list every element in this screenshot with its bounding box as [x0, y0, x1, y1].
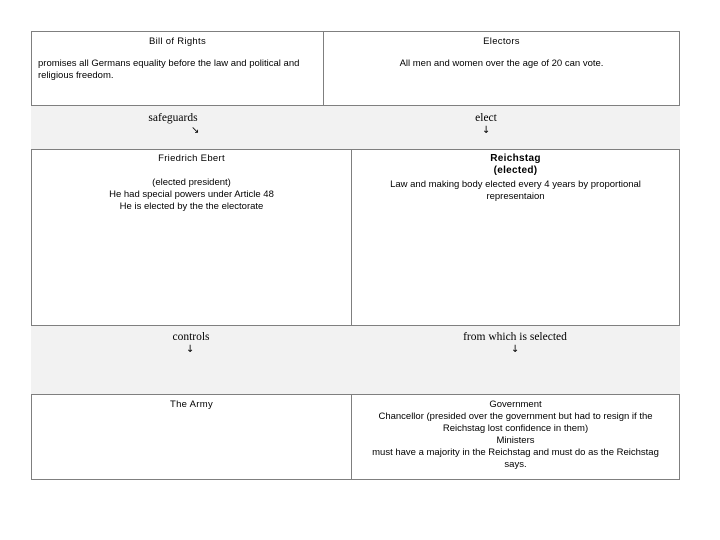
electors-box — [323, 31, 680, 106]
government-line-2: Ministers — [496, 435, 535, 446]
friedrich-ebert-line-3: He is elected by the the electorate — [119, 201, 264, 212]
bill-of-rights-title: Bill of Rights — [149, 36, 206, 47]
controls-label: controls — [172, 331, 210, 343]
reichstag-subtitle: (elected) — [493, 165, 538, 176]
reichstag-title: Reichstag — [490, 153, 541, 164]
selected-arrow-icon: ↓ — [511, 344, 520, 355]
government-box — [351, 394, 680, 480]
government-title: Government — [489, 399, 542, 410]
safeguards-arrow-icon: ↘ — [191, 125, 200, 136]
from-which-is-selected-label: from which is selected — [463, 331, 567, 343]
safeguards-label: safeguards — [148, 112, 198, 124]
elect-arrow-icon: ↓ — [482, 125, 491, 136]
friedrich-ebert-box — [31, 149, 352, 326]
government-content — [360, 399, 671, 471]
government-line-1: Chancellor (presided over the government but had to resign if the Reichstag lost confidence in them) — [378, 411, 653, 434]
bill-of-rights-text: promises all Germans equality before the law and political and religious freedom. — [38, 58, 300, 81]
friedrich-ebert-line-1: (elected president) — [152, 177, 231, 188]
elect-label: elect — [475, 112, 497, 124]
bill-of-rights-box — [31, 31, 324, 106]
reichstag-text: Law and making body elected every 4 years by proportional representaion — [390, 179, 641, 202]
friedrich-ebert-line-2: He had special powers under Article 48 — [109, 189, 274, 200]
connector-band-1 — [31, 106, 680, 149]
army-title: The Army — [169, 399, 214, 410]
reichstag-box — [351, 149, 680, 326]
army-box — [31, 394, 352, 480]
controls-arrow-icon: ↓ — [186, 344, 195, 355]
friedrich-ebert-details — [32, 177, 351, 213]
electors-title: Electors — [483, 36, 520, 47]
electors-text: All men and women over the age of 20 can vote. — [399, 58, 604, 69]
government-line-3: must have a majority in the Reichstag and must do as the Reichstag says. — [372, 447, 659, 470]
friedrich-ebert-title: Friedrich Ebert — [158, 153, 225, 164]
